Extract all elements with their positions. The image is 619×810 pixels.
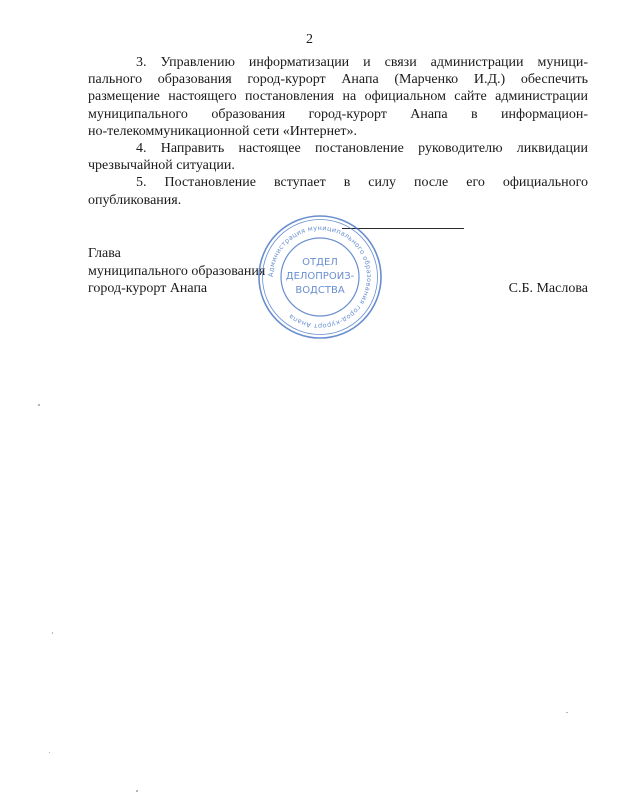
paragraph-3 [88,54,588,140]
paragraph-line: 5. Постановление вступает в силу после его официального [136,175,588,191]
stamp-ring-text: Администрация муниципального образования город-курорт Анапа [266,223,374,331]
paragraph-line: но-телекоммуникационной сети «Интернет». [88,123,357,139]
paragraph-line: пального образования город-курорт Анапа (Марченко И.Д.) обеспечить [88,72,588,88]
scan-speck [52,632,53,634]
page-number: 2 [306,32,313,47]
paragraph-5 [88,174,588,208]
scan-speck [38,404,40,406]
position-line: город-курорт Анапа [88,281,208,296]
scan-speck [566,712,568,713]
stamp-center-line: ДЕЛОПРОИЗ- [285,271,355,282]
stamp-center-line: ВОДСТВА [295,285,345,296]
scan-speck [136,790,138,792]
scan-speck [49,752,50,753]
paragraph-line: 4. Направить настоящее постановление руководителю ликвидации [136,141,588,157]
signatory-name: С.Б. Маслова [508,281,588,296]
stamp-center-line: ОТДЕЛ [302,257,338,268]
paragraph-line: размещение настоящего постановления на официальном сайте администрации [88,89,588,105]
paragraph-line: муниципального образования город-курорт Анапа в информацион- [88,106,588,122]
paragraph-4 [88,140,588,174]
document-body [88,54,588,209]
signatory-position [88,245,265,298]
position-line: Глава [88,246,121,261]
paragraph-line: опубликования. [88,192,182,208]
paragraph-line: 3. Управлению информатизации и связи администрации муници- [136,55,588,70]
office-stamp [256,213,384,341]
paragraph-line: чрезвычайной ситуации. [88,158,235,174]
position-line: муниципального образования [88,263,266,279]
